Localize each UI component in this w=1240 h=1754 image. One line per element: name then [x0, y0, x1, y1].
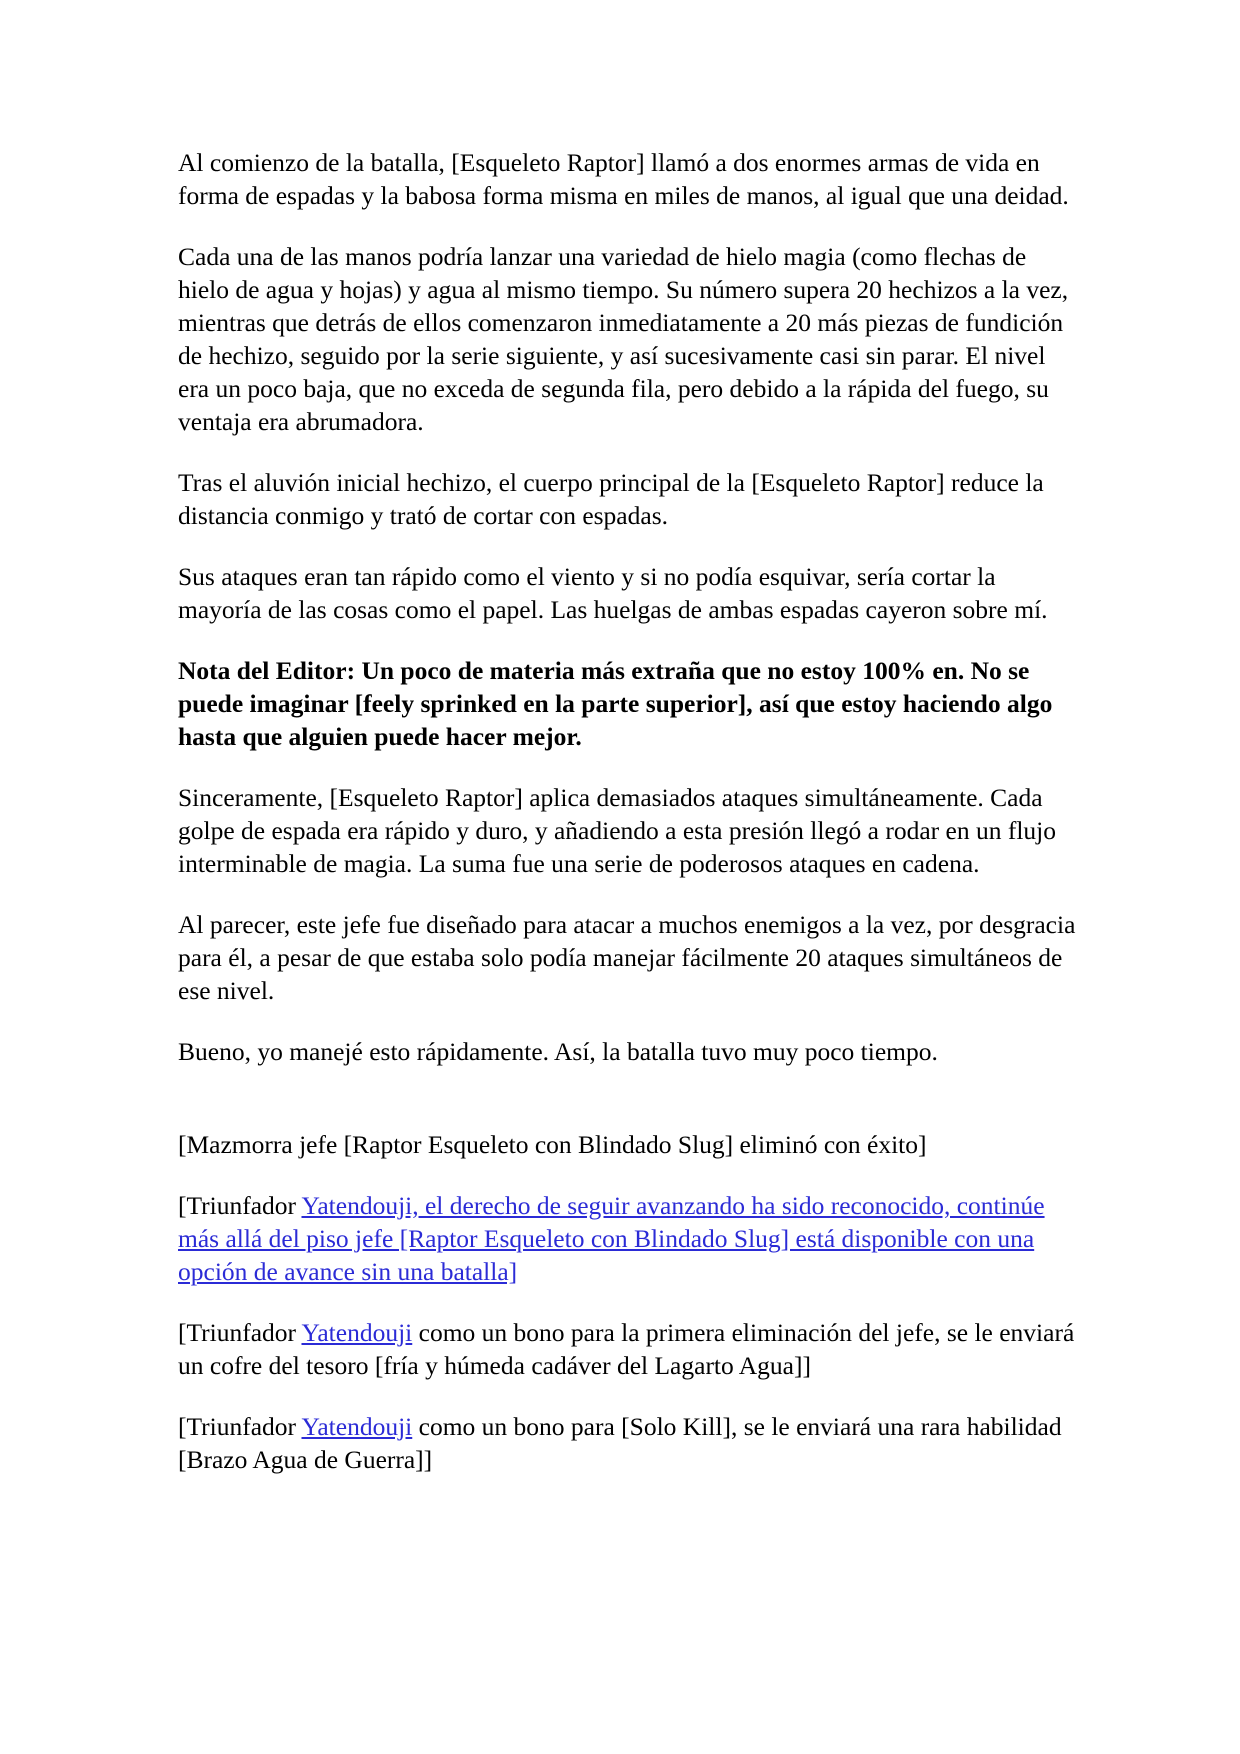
yatendouji-link[interactable]: Yatendouji — [301, 1318, 413, 1347]
system-message-prefix: [Triunfador — [178, 1191, 302, 1220]
paragraph-battle-start: Al comienzo de la batalla, [Esqueleto Raptor] llamó a dos enormes armas de vida en forma de espadas y la babosa forma misma en miles de manos, al igual que una deidad. — [178, 148, 1069, 210]
paragraph-battle-end: Bueno, yo manejé esto rápidamente. Así, la batalla tuvo muy poco tiempo. — [178, 1037, 938, 1066]
system-message-solo-kill-bonus — [178, 1410, 1078, 1476]
system-message-prefix: [Triunfador — [178, 1318, 302, 1347]
paragraph-boss-design: Al parecer, este jefe fue diseñado para atacar a muchos enemigos a la vez, por desgracia para él, a pesar de que estaba solo podía manejar fácilmente 20 ataques simultáneos de ese nivel. — [178, 910, 1076, 1005]
system-message-prefix: [Triunfador — [178, 1412, 302, 1441]
paragraph-hands-magic: Cada una de las manos podría lanzar una variedad de hielo magia (como flechas de hielo de agua y hojas) y agua al mismo tiempo. Su número supera 20 hechizos a la vez, mientras que detrás de ellos comenzaron inmediatamente a 20 más piezas de fundición de hechizo, seguido por la serie siguiente, y así sucesivamente casi sin parar. El nivel era un poco baja, que no exceda de segunda fila, pero debido a la rápida del fuego, su ventaja era abrumadora. — [178, 242, 1069, 436]
paragraph-simultaneous-attacks: Sinceramente, [Esqueleto Raptor] aplica demasiados ataques simultáneamente. Cada golpe de espada era rápido y duro, y añadiendo a esta presión llegó a rodar en un flujo interminable de magia. La suma fue una serie de poderosos ataques en cadena. — [178, 783, 1057, 878]
system-message-advance — [178, 1189, 1078, 1288]
editor-note: Nota del Editor: Un poco de materia más extraña que no estoy 100% en. No se puede imaginar [feely sprinked en la parte superior], así que estoy haciendo algo hasta que alguien puede hacer mejor. — [178, 656, 1053, 751]
yatendouji-advance-link[interactable]: Yatendouji, el derecho de seguir avanzando ha sido reconocido, continúe más allá del piso jefe [Raptor Esqueleto con Blindado Slug] está disponible con una opción de avance sin una batalla] — [178, 1191, 1045, 1286]
paragraph-initial-barrage: Tras el aluvión inicial hechizo, el cuerpo principal de la [Esqueleto Raptor] reduce la distancia conmigo y trató de cortar con espadas. — [178, 468, 1044, 530]
document-page — [178, 146, 1078, 1504]
paragraph-attacks-wind: Sus ataques eran tan rápido como el viento y si no podía esquivar, sería cortar la mayoría de las cosas como el papel. Las huelgas de ambas espadas cayeron sobre mí. — [178, 562, 1048, 624]
yatendouji-link[interactable]: Yatendouji — [301, 1412, 413, 1441]
system-message-text: como un bono para [Solo Kill], se le enviará una rara habilidad [Brazo Agua de Guerra]] — [178, 1412, 1062, 1474]
system-message-text: como un bono para la primera eliminación del jefe, se le enviará un cofre del tesoro [fría y húmeda cadáver del Lagarto Agua]] — [178, 1318, 1075, 1380]
system-message-boss-eliminated: [Mazmorra jefe [Raptor Esqueleto con Blindado Slug] eliminó con éxito] — [178, 1130, 927, 1159]
system-message-first-kill-bonus — [178, 1316, 1078, 1382]
